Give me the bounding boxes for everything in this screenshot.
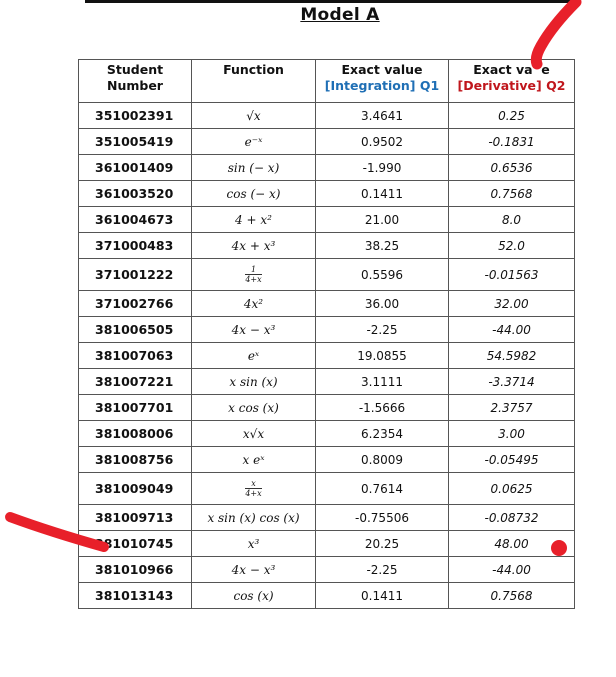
header-row bbox=[79, 60, 575, 103]
q2-value-cell: -0.01563 bbox=[449, 259, 575, 291]
table-row bbox=[79, 583, 575, 609]
student-number-cell: 381013143 bbox=[79, 583, 192, 609]
function-cell: x eˣ bbox=[192, 447, 316, 473]
student-number-cell: 381009713 bbox=[79, 505, 192, 531]
student-number-cell: 381006505 bbox=[79, 317, 192, 343]
q2-value-cell: -3.3714 bbox=[449, 369, 575, 395]
table-row bbox=[79, 181, 575, 207]
function-cell: x cos (x) bbox=[192, 395, 316, 421]
function-cell: cos (x) bbox=[192, 583, 316, 609]
student-number-cell: 361004673 bbox=[79, 207, 192, 233]
q2-value-cell: 2.3757 bbox=[449, 395, 575, 421]
q2-value-cell: -0.05495 bbox=[449, 447, 575, 473]
q2-value-cell: 0.7568 bbox=[449, 583, 575, 609]
function-cell: 4x − x³ bbox=[192, 317, 316, 343]
header-function: Function bbox=[192, 60, 316, 103]
function-cell: 4x − x³ bbox=[192, 557, 316, 583]
table-row bbox=[79, 369, 575, 395]
table-row bbox=[79, 395, 575, 421]
function-cell bbox=[192, 259, 316, 291]
function-cell: eˣ bbox=[192, 343, 316, 369]
q1-value-cell: 3.4641 bbox=[316, 103, 449, 129]
q1-value-cell: 0.8009 bbox=[316, 447, 449, 473]
student-number-cell: 381007701 bbox=[79, 395, 192, 421]
student-number-cell: 381009049 bbox=[79, 473, 192, 505]
q2-value-cell: 0.0625 bbox=[449, 473, 575, 505]
q1-value-cell: 0.5596 bbox=[316, 259, 449, 291]
function-cell: √x bbox=[192, 103, 316, 129]
student-number-cell: 381007221 bbox=[79, 369, 192, 395]
q1-value-cell: 21.00 bbox=[316, 207, 449, 233]
table-row bbox=[79, 421, 575, 447]
q2-value-cell: 0.7568 bbox=[449, 181, 575, 207]
table-row bbox=[79, 447, 575, 473]
q1-value-cell: -2.25 bbox=[316, 557, 449, 583]
header-q2: Exact va e [Derivative] Q2 bbox=[449, 60, 575, 103]
table-row bbox=[79, 505, 575, 531]
student-number-cell: 361003520 bbox=[79, 181, 192, 207]
fraction: $\frac{x}{4+x}$ bbox=[245, 479, 262, 498]
function-cell: x sin (x) bbox=[192, 369, 316, 395]
table-row bbox=[79, 259, 575, 291]
function-cell: 4x + x³ bbox=[192, 233, 316, 259]
top-rule bbox=[85, 0, 575, 3]
student-number-cell: 381008006 bbox=[79, 421, 192, 447]
student-number-cell: 381010966 bbox=[79, 557, 192, 583]
function-cell: 4x² bbox=[192, 291, 316, 317]
q1-value-cell: -1.5666 bbox=[316, 395, 449, 421]
function-cell: x sin (x) cos (x) bbox=[192, 505, 316, 531]
function-cell: x√x bbox=[192, 421, 316, 447]
function-cell: 4 + x² bbox=[192, 207, 316, 233]
student-number-cell: 371001222 bbox=[79, 259, 192, 291]
q2-value-cell: 48.00 bbox=[449, 531, 575, 557]
q1-value-cell: 0.9502 bbox=[316, 129, 449, 155]
q1-value-cell: 3.1111 bbox=[316, 369, 449, 395]
student-number-cell: 381007063 bbox=[79, 343, 192, 369]
table-row bbox=[79, 473, 575, 505]
q1-value-cell: 6.2354 bbox=[316, 421, 449, 447]
q1-value-cell: 0.1411 bbox=[316, 181, 449, 207]
q1-value-cell: 20.25 bbox=[316, 531, 449, 557]
q2-value-cell: -0.08732 bbox=[449, 505, 575, 531]
q1-value-cell: 19.0855 bbox=[316, 343, 449, 369]
q1-value-cell: 36.00 bbox=[316, 291, 449, 317]
table-row bbox=[79, 155, 575, 181]
results-table bbox=[78, 59, 575, 609]
student-number-cell: 371002766 bbox=[79, 291, 192, 317]
student-number-cell: 381010745 bbox=[79, 531, 192, 557]
student-number-cell: 371000483 bbox=[79, 233, 192, 259]
table-row bbox=[79, 317, 575, 343]
q1-value-cell: 38.25 bbox=[316, 233, 449, 259]
table-row bbox=[79, 233, 575, 259]
q2-value-cell: 54.5982 bbox=[449, 343, 575, 369]
q1-value-cell: -1.990 bbox=[316, 155, 449, 181]
student-number-cell: 361001409 bbox=[79, 155, 192, 181]
q2-value-cell: -44.00 bbox=[449, 557, 575, 583]
table-row bbox=[79, 343, 575, 369]
q1-value-cell: 0.1411 bbox=[316, 583, 449, 609]
function-cell: cos (− x) bbox=[192, 181, 316, 207]
q2-value-cell: 0.6536 bbox=[449, 155, 575, 181]
q1-value-cell: -0.75506 bbox=[316, 505, 449, 531]
q2-value-cell: -44.00 bbox=[449, 317, 575, 343]
table-row bbox=[79, 103, 575, 129]
q2-value-cell: 52.0 bbox=[449, 233, 575, 259]
fraction: $\frac{1}{4+x}$ bbox=[245, 265, 262, 284]
function-cell: e⁻ˣ bbox=[192, 129, 316, 155]
student-number-cell: 351002391 bbox=[79, 103, 192, 129]
page-title: Model A bbox=[300, 5, 380, 25]
table-row bbox=[79, 129, 575, 155]
table-row bbox=[79, 557, 575, 583]
function-cell: x³ bbox=[192, 531, 316, 557]
table-row bbox=[79, 531, 575, 557]
student-number-cell: 381008756 bbox=[79, 447, 192, 473]
function-cell: sin (− x) bbox=[192, 155, 316, 181]
q2-value-cell: 3.00 bbox=[449, 421, 575, 447]
q2-value-cell: 0.25 bbox=[449, 103, 575, 129]
function-cell bbox=[192, 473, 316, 505]
table-row bbox=[79, 291, 575, 317]
table-row bbox=[79, 207, 575, 233]
student-number-cell: 351005419 bbox=[79, 129, 192, 155]
header-q1: Exact value [Integration] Q1 bbox=[316, 60, 449, 103]
header-student: Student Number bbox=[79, 60, 192, 103]
q1-value-cell: 0.7614 bbox=[316, 473, 449, 505]
q2-value-cell: 8.0 bbox=[449, 207, 575, 233]
q2-value-cell: -0.1831 bbox=[449, 129, 575, 155]
q1-value-cell: -2.25 bbox=[316, 317, 449, 343]
q2-value-cell: 32.00 bbox=[449, 291, 575, 317]
